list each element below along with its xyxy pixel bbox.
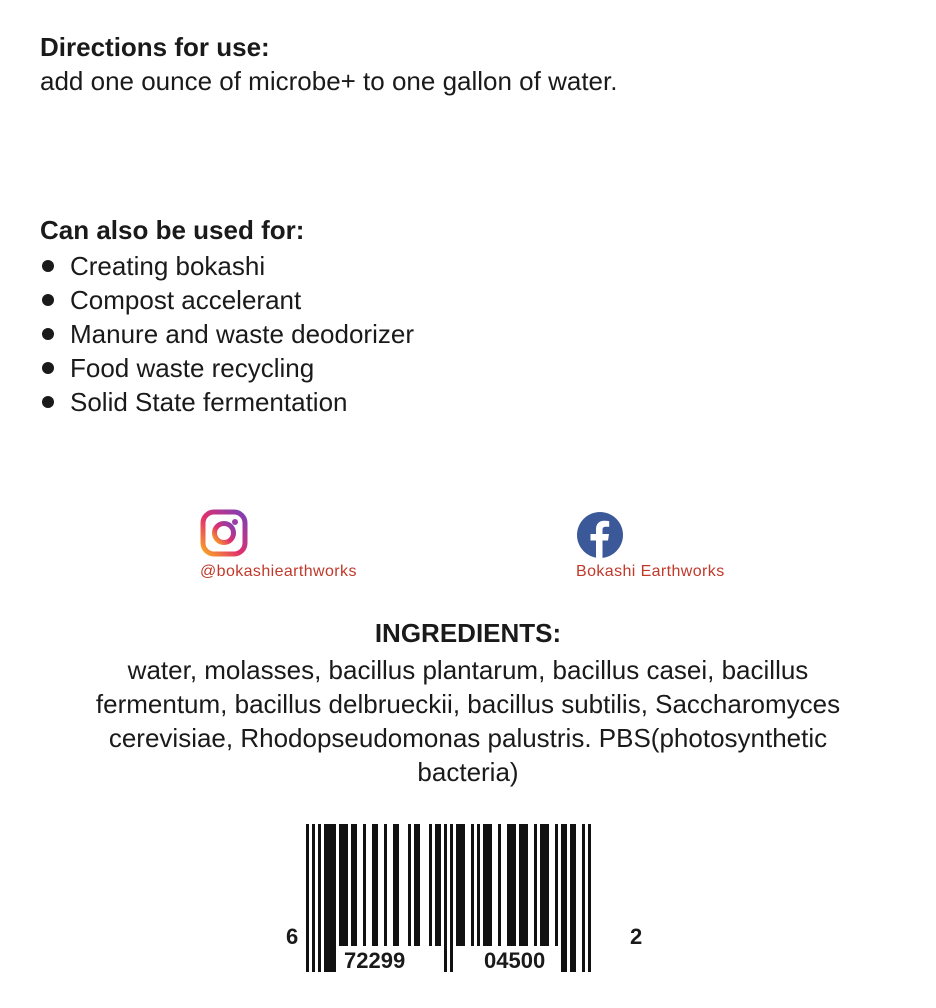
barcode-bar xyxy=(519,824,528,946)
list-item-label: Creating bokashi xyxy=(70,251,266,281)
list-item-label: Food waste recycling xyxy=(70,353,315,383)
instagram-handle[interactable]: @bokashiearthworks xyxy=(200,563,357,580)
barcode-bar xyxy=(534,824,537,946)
directions-text: add one ounce of microbe+ to one gallon of water. xyxy=(40,66,618,96)
barcode-bar xyxy=(498,824,501,946)
barcode-bar xyxy=(429,824,432,946)
list-item xyxy=(40,283,414,317)
barcode-bar xyxy=(570,824,576,972)
barcode-bar xyxy=(477,824,480,946)
uses-heading: Can also be used for: xyxy=(40,215,305,245)
barcode-bar xyxy=(339,824,348,946)
instagram-icon[interactable] xyxy=(200,509,248,557)
barcode-bar xyxy=(306,824,309,972)
list-item-label: Manure and waste deodorizer xyxy=(70,319,414,349)
list-item xyxy=(40,351,414,385)
facebook-name[interactable]: Bokashi Earthworks xyxy=(576,563,725,580)
barcode-bar xyxy=(450,824,453,972)
barcode-bar xyxy=(582,824,585,972)
barcode-check-digit: 2 xyxy=(630,924,643,949)
barcode-bar xyxy=(588,824,591,972)
barcode-right-digits: 04500 xyxy=(484,948,546,973)
barcode-bar xyxy=(384,824,387,946)
barcode-bar xyxy=(456,824,465,946)
barcode-bar xyxy=(414,824,420,946)
ingredients-text: water, molasses, bacillus plantarum, bacillus casei, bacillus fermentum, bacillus delbrueckii, bacillus subtilis, Saccharomyces cerevisiae, Rhodopseudomonas palustris. PBS(photosynthetic bacteria) xyxy=(95,655,841,787)
bullet-icon xyxy=(42,294,54,306)
barcode-bar xyxy=(312,824,315,972)
barcode-bar xyxy=(471,824,474,946)
barcode-bar xyxy=(483,824,492,946)
barcode-bar xyxy=(444,824,447,972)
facebook-icon[interactable] xyxy=(576,511,624,559)
list-item-label: Solid State fermentation xyxy=(70,387,348,417)
barcode-bar xyxy=(324,824,336,972)
list-item xyxy=(40,385,414,419)
ingredients-heading: INGREDIENTS: xyxy=(374,618,562,648)
bullet-icon xyxy=(42,396,54,408)
barcode-bar xyxy=(408,824,411,946)
directions-heading: Directions for use: xyxy=(40,32,270,62)
barcode-bar xyxy=(318,824,321,972)
barcode-bar xyxy=(540,824,549,946)
barcode-lead-digit: 6 xyxy=(286,924,299,949)
barcode-bar xyxy=(393,824,399,946)
barcode-bar xyxy=(561,824,567,972)
list-item-label: Compost accelerant xyxy=(70,285,302,315)
barcode-bar xyxy=(372,824,378,946)
uses-list xyxy=(40,249,414,419)
bullet-icon xyxy=(42,362,54,374)
list-item xyxy=(40,317,414,351)
list-item xyxy=(40,249,414,283)
barcode-left-digits: 72299 xyxy=(344,948,406,973)
bullet-icon xyxy=(42,328,54,340)
barcode-bar xyxy=(363,824,366,946)
barcode xyxy=(282,820,662,980)
barcode-bar xyxy=(507,824,516,946)
bullet-icon xyxy=(42,260,54,272)
barcode-bar xyxy=(351,824,357,946)
barcode-bar xyxy=(435,824,441,946)
barcode-bar xyxy=(555,824,558,946)
